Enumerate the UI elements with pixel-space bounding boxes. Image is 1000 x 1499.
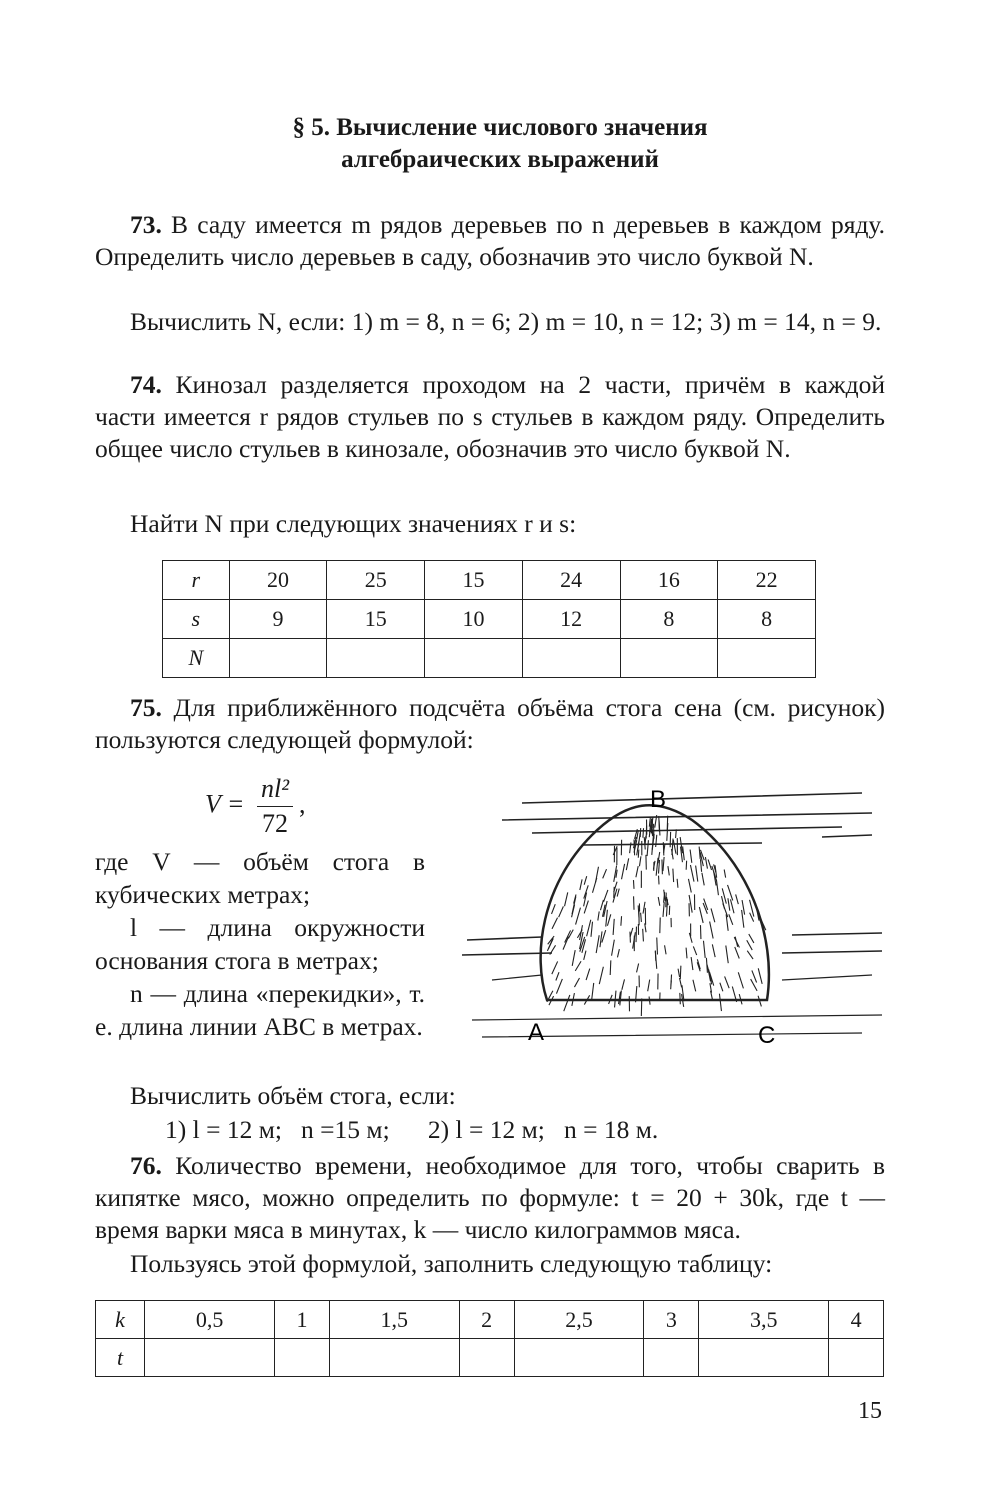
hay-stroke — [720, 983, 723, 992]
table-cell — [514, 1339, 644, 1377]
hay-stroke — [724, 869, 725, 877]
hay-stroke — [742, 910, 744, 928]
row-label-text: N — [188, 645, 204, 670]
row-label-text: r — [191, 567, 201, 592]
hay-stroke — [728, 898, 730, 910]
problem-76-task: Пользуясь этой формулой, заполнить следующую таблицу: — [130, 1249, 773, 1278]
table-row — [96, 1301, 884, 1339]
hay-stroke — [587, 920, 591, 936]
hay-stroke — [686, 948, 687, 959]
hay-stroke — [598, 911, 599, 920]
hay-stroke — [663, 902, 664, 917]
hay-stroke — [643, 902, 645, 914]
hay-stroke — [676, 829, 677, 838]
hay-stroke — [749, 934, 754, 943]
hay-stroke — [572, 950, 575, 966]
table-cell — [644, 1339, 699, 1377]
volume-formula: V = $\frac{\text{nl²}}{72}$ , — [205, 774, 306, 838]
hay-stroke — [700, 859, 701, 872]
table-cell — [229, 639, 327, 678]
hay-stroke — [736, 894, 739, 904]
hay-stroke — [564, 995, 570, 1011]
formula-definitions: где V — объём стога в кубических метрах; l — длина окружности основания стога в метрах; n — длина «перекидки», т. е. длина линии ABC в метрах. — [95, 847, 425, 1041]
hay-stroke — [603, 869, 607, 878]
hay-stroke — [586, 969, 590, 980]
hay-stroke — [606, 910, 608, 927]
hay-stroke — [600, 931, 602, 947]
hay-stroke — [604, 890, 608, 902]
problem-75: 75. Для приближённого подсчёта объёма стога сена (см. рисунок) пользуются следующей формулой: — [95, 693, 885, 754]
row-label — [163, 561, 230, 600]
section-title: § 5. Вычисление числового значения алгебраических выражений — [292, 114, 708, 173]
hay-stroke — [634, 839, 635, 855]
table-cell: 1 — [275, 1301, 330, 1339]
hay-stroke — [691, 957, 693, 970]
hay-stroke — [576, 908, 581, 925]
hay-stroke — [643, 929, 644, 942]
hay-stroke — [556, 972, 559, 980]
hay-stroke — [665, 945, 666, 954]
table-cell: 22 — [718, 561, 816, 600]
hay-stroke — [702, 873, 704, 886]
table-cell: 16 — [620, 561, 718, 600]
table-row — [96, 1339, 884, 1377]
table-cell — [327, 639, 425, 678]
table-76 — [95, 1300, 884, 1377]
table-cell — [718, 639, 816, 678]
hay-stroke — [648, 980, 650, 992]
hay-stroke — [719, 994, 721, 1011]
hay-stroke — [710, 921, 714, 938]
hay-stroke — [705, 857, 707, 869]
hay-stroke — [658, 897, 660, 906]
hay-stroke — [559, 906, 564, 917]
problem-74: 74. Кинозал разделяется проходом на 2 части, причём в каждой части имеется r рядов стульев по s стульев в каждом ряду. Определить общее число стульев в кинозале, обозначив это число буквой N. — [95, 370, 885, 463]
hay-stroke — [730, 899, 734, 913]
table-row — [163, 561, 816, 600]
hay-stroke — [639, 856, 640, 866]
hay-stroke — [552, 961, 558, 974]
hay-stroke — [735, 937, 737, 947]
page-number: 15 — [858, 1398, 882, 1424]
hay-stroke — [673, 840, 676, 854]
table-cell: 8 — [620, 600, 718, 639]
table-row — [163, 639, 816, 678]
hay-stroke — [638, 849, 639, 857]
hay-stroke — [726, 945, 728, 963]
hay-stroke — [547, 938, 553, 951]
hay-stroke — [659, 816, 660, 832]
hay-stroke — [649, 997, 650, 1005]
hay-stroke — [600, 900, 603, 910]
hay-stroke — [626, 858, 628, 870]
hay-stroke — [638, 905, 639, 918]
hay-stroke — [677, 879, 678, 888]
table-74 — [162, 560, 816, 678]
hay-stroke — [636, 866, 638, 877]
hay-stroke — [580, 879, 582, 890]
table-cell: 15 — [425, 561, 523, 600]
hay-stroke — [680, 978, 682, 987]
hay-stroke — [584, 876, 587, 885]
table-cell — [699, 1339, 829, 1377]
row-label — [163, 639, 230, 678]
hay-stroke — [716, 880, 718, 895]
row-label — [96, 1301, 145, 1339]
hay-stroke — [672, 839, 673, 856]
hay-stroke — [752, 970, 757, 982]
hay-stroke — [671, 975, 672, 986]
table-cell: 15 — [327, 600, 425, 639]
row-label-text: k — [115, 1306, 125, 1332]
hay-stroke — [574, 978, 579, 987]
row-label-text: s — [191, 606, 201, 631]
problem-75-task: Вычислить объём стога, если: — [130, 1081, 456, 1110]
table-cell: 8 — [718, 600, 816, 639]
hay-stroke — [696, 866, 698, 882]
label-c: C — [758, 1022, 776, 1049]
table-cell: 1,5 — [329, 1301, 459, 1339]
problem-74-task: Найти N при следующих значениях r и s: — [130, 509, 577, 538]
hay-stroke — [647, 840, 648, 856]
hay-stroke — [747, 951, 753, 959]
hay-stroke — [729, 914, 733, 925]
table-cell — [829, 1339, 884, 1377]
problem-73-task: Вычислить N, если: 1) m = 8, n = 6; 2) m = 10, n = 12; 3) m = 14, n = 9. — [130, 307, 882, 336]
table-cell: 3,5 — [699, 1301, 829, 1339]
hay-stroke — [641, 913, 642, 922]
problem-75-cases: 1) l = 12 м; n =15 м; 2) l = 12 м; n = 18 м. — [165, 1115, 659, 1144]
problem-76: 76. Количество времени, необходимое для того, чтобы сварить в кипятке мясо, можно определить по формуле: t = 20 + 30k, где t — время варки мяса в минутах, k — число килограммов мяса. — [95, 1151, 885, 1244]
hay-stroke — [591, 922, 593, 937]
hay-stroke — [723, 903, 728, 917]
hay-stroke — [738, 972, 743, 988]
hay-stroke — [688, 879, 691, 893]
hay-stroke — [617, 889, 619, 897]
hay-stroke — [622, 979, 625, 989]
hay-stroke — [656, 835, 657, 847]
hay-stroke — [673, 869, 674, 882]
hay-stroke — [575, 961, 581, 971]
table-row — [163, 600, 816, 639]
hay-stroke — [610, 960, 611, 975]
haystack-illustration — [462, 775, 887, 1055]
table-cell — [145, 1339, 275, 1377]
hay-stroke — [613, 919, 614, 935]
hay-stroke — [680, 966, 681, 979]
hay-stroke — [607, 914, 610, 925]
hay-stroke — [668, 866, 669, 875]
hay-stroke — [637, 963, 639, 972]
hay-stroke — [615, 991, 616, 1008]
row-label-text: t — [116, 1344, 124, 1370]
hay-stroke — [592, 983, 594, 1000]
table-cell — [425, 639, 523, 678]
table-cell: 3 — [644, 1301, 699, 1339]
table-cell — [329, 1339, 459, 1377]
hay-stroke — [621, 916, 622, 926]
table-cell: 9 — [229, 600, 327, 639]
hay-stroke — [703, 941, 705, 958]
hay-stroke — [711, 908, 715, 922]
hay-stroke — [556, 979, 562, 994]
table-cell: 12 — [522, 600, 620, 639]
table-cell: 25 — [327, 561, 425, 600]
hay-stroke — [550, 945, 556, 954]
hay-stroke — [596, 935, 599, 953]
hay-stroke — [563, 937, 568, 950]
table-cell: 20 — [229, 561, 327, 600]
row-label — [96, 1339, 145, 1377]
hay-stroke — [633, 880, 634, 889]
hay-stroke — [565, 892, 568, 906]
hay-stroke — [693, 946, 696, 955]
hay-stroke — [584, 951, 586, 960]
hay-stroke — [708, 859, 711, 869]
table-cell: 10 — [425, 600, 523, 639]
hay-stroke — [612, 940, 615, 956]
hay-stroke — [599, 967, 603, 984]
hay-stroke — [678, 969, 679, 977]
hay-stroke — [655, 951, 656, 969]
hay-stroke — [617, 949, 619, 957]
hay-stroke — [747, 940, 753, 950]
table-cell — [620, 639, 718, 678]
hay-stroke — [551, 904, 555, 914]
hay-stroke — [699, 907, 703, 923]
hay-stroke — [596, 867, 599, 883]
table-cell — [459, 1339, 514, 1377]
hay-stroke — [693, 980, 696, 992]
hay-stroke — [758, 968, 762, 984]
hay-stroke — [683, 846, 685, 860]
hay-stroke — [572, 905, 575, 918]
label-b: B — [650, 786, 667, 813]
hay-stroke — [552, 918, 558, 929]
hay-stroke — [712, 944, 715, 957]
hay-stroke — [735, 947, 740, 959]
hay-stroke — [728, 885, 733, 901]
table-cell: 4 — [829, 1301, 884, 1339]
hay-stroke — [643, 828, 644, 838]
hay-stroke — [725, 976, 730, 988]
problem-73: 73. В саду имеется m рядов деревьев по n деревьев в каждом ряду. Определить число деревьев в саду, обозначив это число буквой N. — [95, 210, 885, 271]
hay-stroke — [663, 857, 664, 871]
table-cell — [522, 639, 620, 678]
hay-stroke — [622, 864, 625, 879]
hay-stroke — [690, 865, 694, 882]
table-cell: 2 — [459, 1301, 514, 1339]
hay-stroke — [656, 858, 658, 876]
row-label — [163, 600, 230, 639]
table-cell: 2,5 — [514, 1301, 644, 1339]
hay-stroke — [657, 937, 658, 954]
table-cell — [275, 1339, 330, 1377]
hay-stroke — [707, 965, 711, 982]
table-cell: 24 — [522, 561, 620, 600]
label-a: A — [528, 1019, 545, 1046]
hay-stroke — [690, 850, 692, 863]
table-cell: 0,5 — [145, 1301, 275, 1339]
